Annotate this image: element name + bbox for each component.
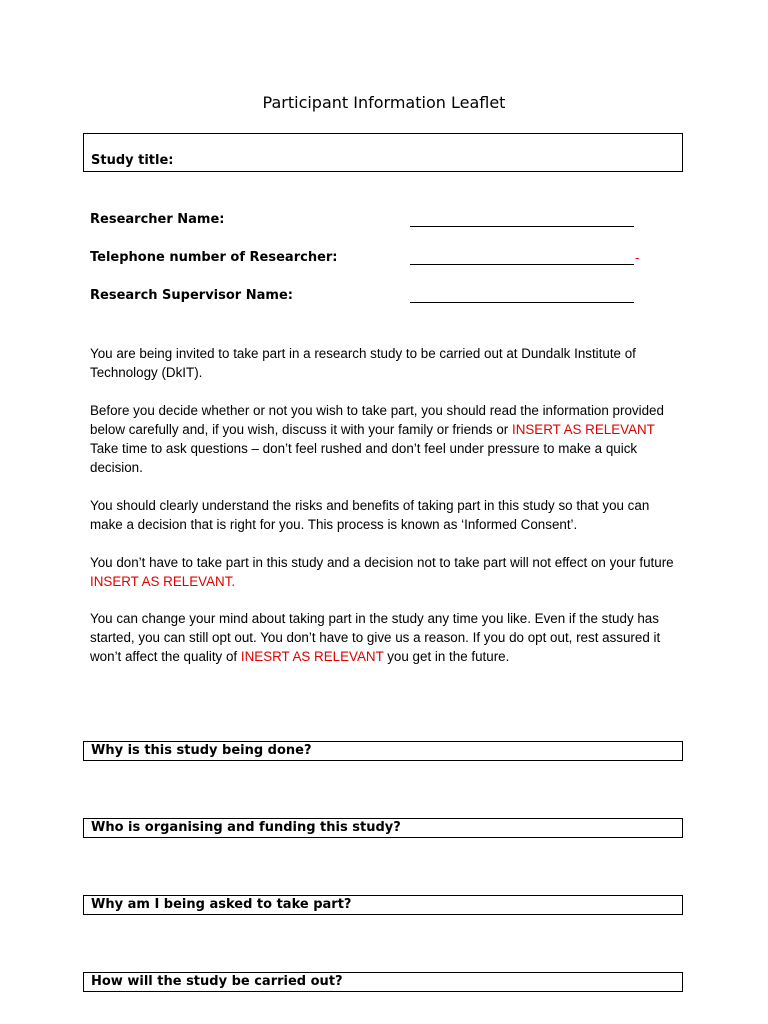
- paragraph-decide: [90, 401, 680, 477]
- paragraph-voluntary: [90, 553, 680, 591]
- study-title-label: Study title:: [91, 153, 174, 168]
- researcher-name-line: [410, 226, 634, 227]
- question-heading: Why is this study being done?: [83, 741, 683, 761]
- paragraph-opt-out: [90, 609, 680, 666]
- telephone-line: [410, 264, 634, 265]
- insert-placeholder-1: INSERT AS RELEVANT: [511, 422, 655, 437]
- paragraph-invitation: You are being invited to take part in a research study to be carried out at Dundalk Institute of Technology (DkIT).: [90, 346, 636, 380]
- question-heading: Who is organising and funding this study?: [83, 818, 683, 838]
- paragraph-decide-text-1: Before you decide whether or not you wish to take part, you should read the information provided below carefully and, if you wish, discuss it with your family or friends or: [90, 403, 664, 437]
- paragraph-risks: You should clearly understand the risks and benefits of taking part in this study so that you can make a decision that is right for you. This process is known as ‘Informed Consent’.: [90, 498, 650, 532]
- study-title-box: [83, 133, 683, 172]
- insert-placeholder-2: INSERT AS RELEVANT.: [90, 574, 236, 589]
- telephone-suffix: -: [635, 250, 640, 265]
- paragraph-decide-text-2: Take time to ask questions – don’t feel rushed and don’t feel under pressure to make a quick decision.: [90, 441, 638, 475]
- insert-placeholder-3: INESRT AS RELEVANT: [240, 649, 384, 664]
- question-heading: How will the study be carried out?: [83, 972, 683, 992]
- researcher-name-label: Researcher Name:: [90, 212, 225, 227]
- supervisor-label: Research Supervisor Name:: [90, 288, 293, 303]
- telephone-label: Telephone number of Researcher:: [90, 250, 338, 265]
- page-title: Participant Information Leaflet: [262, 93, 506, 112]
- paragraph-opt-out-text-2: you get in the future.: [383, 649, 510, 664]
- paragraph-voluntary-text: You don’t have to take part in this study and a decision not to take part will not effect on your future: [90, 555, 674, 570]
- paragraph-opt-out-text-1: You can change your mind about taking part in the study any time you like. Even if the study has started, you can still opt out. You don’t have to give us a reason. If you do opt out, rest assured it won’t affect the quality of: [90, 611, 661, 664]
- question-heading: Why am I being asked to take part?: [83, 895, 683, 915]
- supervisor-line: [410, 302, 634, 303]
